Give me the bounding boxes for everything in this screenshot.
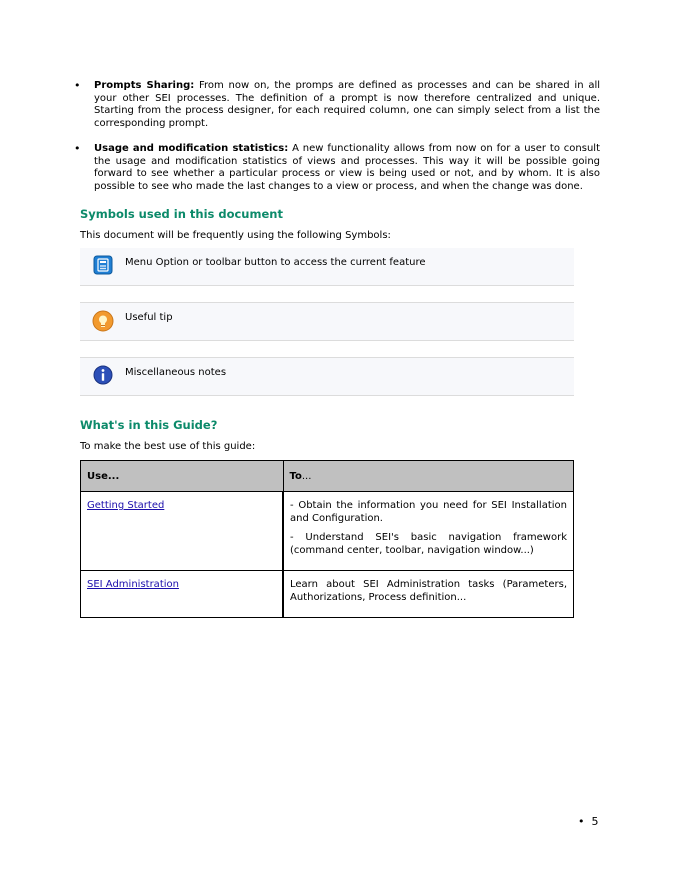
info-icon	[93, 365, 113, 385]
symbol-label: Menu Option or toolbar button to access the current feature	[125, 257, 426, 268]
row-description: - Understand SEI's basic navigation framework (command center, toolbar, navigation window...)	[290, 532, 567, 556]
guide-heading: What's in this Guide?	[80, 418, 218, 432]
symbols-heading: Symbols used in this document	[80, 207, 283, 221]
bullet-dot: •	[74, 142, 81, 155]
symbols-table	[80, 248, 574, 396]
table-row	[81, 571, 574, 618]
bullet-title: Prompts Sharing:	[94, 80, 195, 91]
link-sei-administration[interactable]: SEI Administration	[87, 579, 179, 590]
column-header-to: To...	[283, 461, 574, 492]
symbols-spacer	[80, 286, 574, 303]
guide-table-header	[81, 461, 574, 492]
bullet-text: From now on, the promps are defined as processes and can be shared in all your other SEI processes. The definition of a prompt is now therefore centralized and unique. Starting from the process designer, for each required column, one can simply select from a list the corresponding prompt.	[94, 80, 601, 129]
lightbulb-icon	[92, 310, 114, 332]
link-getting-started[interactable]: Getting Started	[87, 500, 165, 511]
bullet-usage-statistics	[74, 143, 600, 193]
feature-bullet-list	[74, 80, 600, 206]
menu-option-icon	[93, 255, 113, 275]
row-description: Learn about SEI Administration tasks (Parameters, Authorizations, Process definition...	[290, 579, 567, 603]
symbol-label: Useful tip	[125, 312, 173, 323]
guide-table	[80, 460, 574, 618]
symbol-row-useful-tip	[80, 303, 574, 341]
guide-intro: To make the best use of this guide:	[80, 441, 256, 452]
bullet-text: A new functionality allows from now on for a user to consult the usage and modification statistics of views and processes. This way it will be possible going forward to see whether a particular process or view is being used or not, and by whom. It is also possible to see who made the last changes to a view or process, and when the change was done.	[94, 143, 601, 192]
bullet-title: Usage and modification statistics:	[94, 143, 289, 154]
bullet-prompts-sharing	[74, 80, 600, 130]
bullet-dot: •	[74, 79, 81, 92]
row-description: - Obtain the information you need for SEI Installation and Configuration.	[290, 500, 567, 524]
symbol-row-menu-option	[80, 248, 574, 286]
table-row	[81, 492, 574, 571]
symbol-row-misc-notes	[80, 358, 574, 396]
symbols-intro: This document will be frequently using the following Symbols:	[80, 230, 391, 241]
symbol-label: Miscellaneous notes	[125, 367, 227, 378]
symbols-spacer	[80, 341, 574, 358]
column-header-use: Use...	[81, 461, 284, 492]
page-number: • 5	[578, 815, 599, 828]
